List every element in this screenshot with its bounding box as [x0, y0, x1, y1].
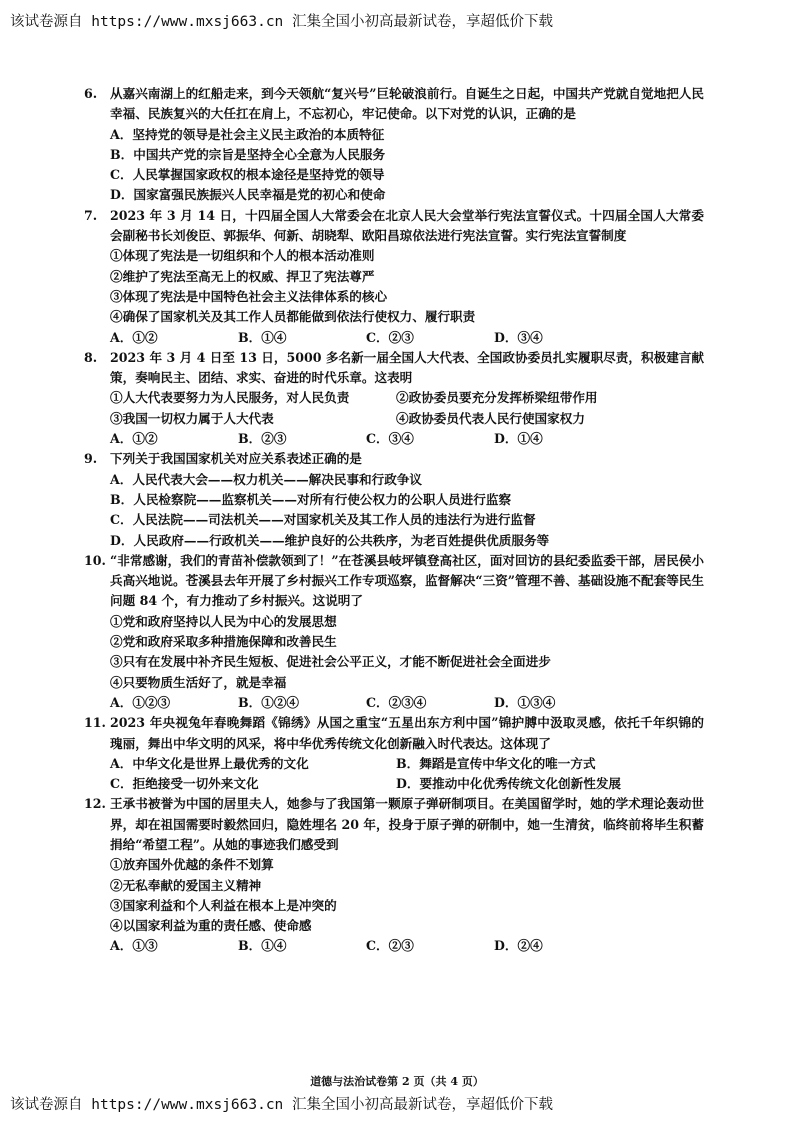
option-a[interactable]: A．①②③: [110, 694, 171, 710]
option-d[interactable]: D．③④: [494, 329, 543, 345]
option-d[interactable]: D．人民政府——行政机关——维护良好的公共秩序，为老百姓提供优质服务等: [110, 532, 550, 548]
options-row: [110, 936, 704, 956]
option-d[interactable]: D．要推动中化优秀传统文化创新性发展: [396, 776, 622, 792]
page-header-watermark: 该试卷源自 https://www.mxsj663.cn 汇集全国小初高最新试卷，享超低价下载: [10, 14, 554, 30]
question-8: [0, 348, 794, 449]
statement-2: ②无私奉献的爱国主义精神: [110, 877, 262, 893]
question-stem: 从嘉兴南湖上的红船走来，到今天领航“复兴号”巨轮破浪前行。自诞生之日起，中国共产党就自觉地把人民幸福、民族复兴的大任扛在肩上，不忘初心，牢记使命。以下对党的认识，正确的是: [110, 86, 704, 122]
option-c[interactable]: C．②③: [366, 329, 414, 345]
option-d[interactable]: D．国家富强民族振兴人民幸福是党的初心和使命: [110, 187, 386, 203]
option-a[interactable]: A．①②: [110, 329, 158, 345]
option-a[interactable]: A．人民代表大会——权力机关——解决民事和行政争议: [110, 471, 423, 487]
option-c[interactable]: C．拒绝接受一切外来文化: [110, 776, 259, 792]
question-7: [0, 206, 794, 348]
option-b[interactable]: B．人民检察院——监察机关——对所有行使公权力的公职人员进行监察: [110, 491, 512, 507]
statements-row-1: [110, 388, 704, 408]
options-row: [110, 693, 704, 713]
question-stem: 下列关于我国国家机关对应关系表述正确的是: [110, 451, 362, 467]
statement-1: ①放弃国外优越的条件不划算: [110, 857, 274, 873]
question-12: [0, 794, 794, 956]
statement-4: ④确保了国家机关及其工作人员都能做到依法行使权力、履行职责: [110, 309, 476, 325]
option-c[interactable]: C．③④: [366, 431, 414, 447]
question-number: 12.: [84, 796, 106, 812]
question-stem: 王承书被誉为中国的居里夫人，她参与了我国第一颗原子弹研制项目。在美国留学时，她的学术理论轰动世界，却在祖国需要时毅然回归，隐姓埋名 20 年，投身于原子弹的研制中，她一生清贫，临终前将毕生积蓄捐给“希望工程”。从她的事迹我们感受到: [110, 796, 704, 852]
statement-2: ②政协委员要充分发挥桥梁纽带作用: [396, 390, 598, 406]
options-row: [110, 429, 704, 449]
option-d[interactable]: D．②④: [494, 938, 543, 954]
statement-3: ③体现了宪法是中国特色社会主义法律体系的核心: [110, 288, 388, 304]
question-6: [0, 84, 794, 206]
option-b[interactable]: B．①②④: [238, 694, 300, 710]
option-b[interactable]: B．①④: [238, 938, 287, 954]
page-footer-watermark: 该试卷源自 https://www.mxsj663.cn 汇集全国小初高最新试卷，享超低价下载: [10, 1097, 554, 1113]
statement-3: ③只有在发展中补齐民生短板、促进社会公平正义，才能不断促进社会全面进步: [110, 654, 551, 670]
question-stem: “非常感谢，我们的青苗补偿款领到了！”在苍溪县岐坪镇登高社区，面对回访的县纪委监委干部，居民侯小兵高兴地说。苍溪县去年开展了乡村振兴工作专项巡察，监督解决“三资”管理不善、基础设施不配套等民生问题 84 个，有力推动了乡村振兴。这说明了: [110, 552, 704, 609]
question-stem: 2023 年 3 月 14 日，十四届全国人大常委会在北京人民大会堂举行宪法宣誓仪式。十四届全国人大常委会副秘书长刘俊臣、郭振华、何新、胡晓犁、欧阳昌琼依法进行宪法宣誓。实行宪法宣誓制度: [110, 207, 704, 244]
option-d[interactable]: D．①③④: [494, 694, 556, 710]
question-number: 9.: [84, 451, 98, 467]
statement-2: ②党和政府采取多种措施保障和改善民生: [110, 634, 337, 650]
question-stem: 2023 年央视兔年春晚舞蹈《锦绣》从国之重宝“五星出东方利中国”锦护膊中汲取灵感，依托千年织锦的瑰丽，舞出中华文明的风采，将中华优秀传统文化创新融入时代表达。这体现了: [110, 715, 704, 751]
statement-4: ④以国家利益为重的责任感、使命感: [110, 918, 312, 934]
statement-3: ③我国一切权力属于人大代表: [110, 410, 274, 426]
statement-3: ③国家利益和个人利益在根本上是冲突的: [110, 897, 337, 913]
option-b[interactable]: B．①④: [238, 329, 287, 345]
option-c[interactable]: C．②③: [366, 938, 414, 954]
question-number: 11.: [84, 715, 106, 731]
option-b[interactable]: B．中国共产党的宗旨是坚持全心全意为人民服务: [110, 146, 386, 162]
option-a[interactable]: A．①③: [110, 938, 158, 954]
question-number: 10.: [84, 552, 106, 568]
page-number: 道德与法治试卷第 2 页（共 4 页）: [310, 1075, 484, 1088]
statements-row-2: [110, 409, 704, 429]
question-stem: 2023 年 3 月 4 日至 13 日，5000 多名新一届全国人大代表、全国政协委员扎实履职尽责，积极建言献策，奏响民主、团结、求实、奋进的时代乐章。这表明: [110, 349, 704, 386]
options-row-1: [110, 754, 704, 774]
option-a[interactable]: A．中华文化是世界上最优秀的文化: [110, 755, 309, 771]
option-a[interactable]: A．①②: [110, 431, 158, 447]
option-b[interactable]: B．②③: [238, 431, 287, 447]
option-c[interactable]: C．②③④: [366, 694, 427, 710]
options-row-2: [110, 774, 704, 794]
option-d[interactable]: D．①④: [494, 431, 543, 447]
statement-4: ④只要物质生活好了，就是幸福: [110, 674, 287, 690]
question-number: 6.: [84, 86, 98, 101]
options-row: [110, 328, 704, 348]
statement-1: ①党和政府坚持以人民为中心的发展思想: [110, 613, 337, 629]
question-number: 7.: [84, 207, 98, 223]
statement-2: ②维护了宪法至高无上的权威、捍卫了宪法尊严: [110, 268, 375, 284]
statement-1: ①体现了宪法是一切组织和个人的根本活动准则: [110, 248, 375, 264]
question-number: 8.: [84, 349, 98, 365]
question-list: [0, 84, 794, 957]
question-10: [0, 551, 794, 713]
option-b[interactable]: B．舞蹈是宣传中华文化的唯一方式: [396, 755, 596, 771]
option-a[interactable]: A．坚持党的领导是社会主义民主政治的本质特征: [110, 126, 385, 142]
question-9: [0, 449, 794, 550]
option-c[interactable]: C．人民掌握国家政权的根本途径是坚持党的领导: [110, 167, 385, 183]
statement-4: ④政协委员代表人民行使国家权力: [396, 410, 585, 426]
question-11: [0, 713, 794, 794]
option-c[interactable]: C．人民法院——司法机关——对国家机关及其工作人员的违法行为进行监督: [110, 512, 536, 528]
statement-1: ①人大代表要努力为人民服务，对人民负责: [110, 390, 350, 406]
